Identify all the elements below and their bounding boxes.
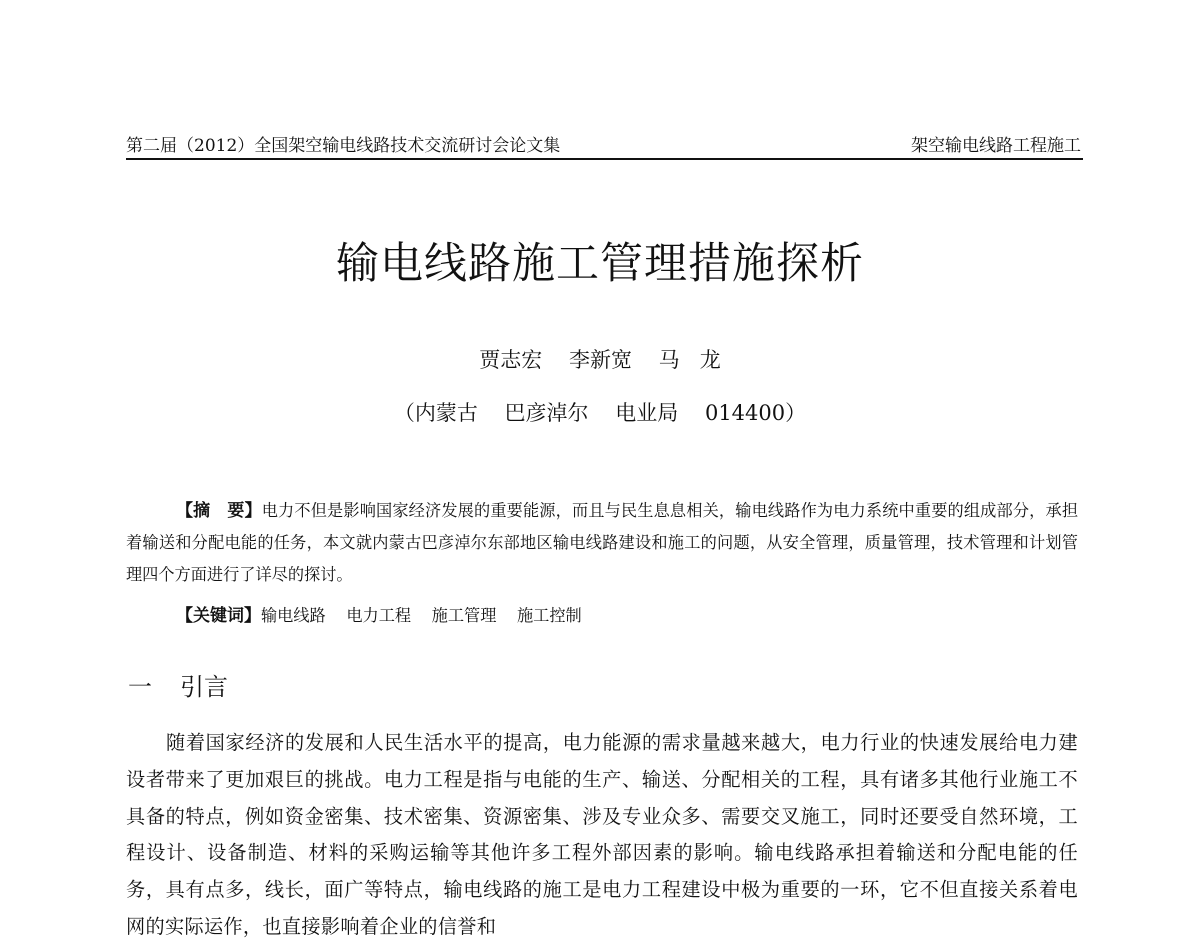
keywords bbox=[176, 600, 1076, 632]
section-number: 一 bbox=[128, 673, 152, 701]
body-paragraph: 随着国家经济的发展和人民生活水平的提高，电力能源的需求量越来越大，电力行业的快速发展给电力建设者带来了更加艰巨的挑战。电力工程是指与电能的生产、输送、分配相关的工程，具有诸多其他行业施工不具备的特点，例如资金密集、技术密集、资源密集、涉及专业众多、需要交叉施工，同时还要受自然环境，工程设计、设备制造、材料的采购运输等其他许多工程外部因素的影响。输电线路承担着输送和分配电能的任务，具有点多，线长，面广等特点，输电线路的施工是电力工程建设中极为重要的一环，它不但直接关系着电网的实际运作，也直接影响着企业的信誉和 bbox=[126, 731, 1078, 938]
author-affiliation: （内蒙古 巴彦淖尔 电业局 014400） bbox=[393, 401, 807, 425]
paper-title: 输电线路施工管理措施探析 bbox=[336, 239, 864, 289]
keywords-text: 输电线路 电力工程 施工管理 施工控制 bbox=[261, 606, 582, 625]
header-proceedings-title: 第二届（2012）全国架空输电线路技术交流研讨会论文集 bbox=[126, 136, 561, 156]
header-section-title: 架空输电线路工程施工 bbox=[911, 136, 1081, 156]
abstract bbox=[126, 495, 1078, 591]
abstract-text: 电力不但是影响国家经济发展的重要能源，而且与民生息息相关，输电线路作为电力系统中重要的组成部分，承担着输送和分配电能的任务，本文就内蒙古巴彦淖尔东部地区输电线路建设和施工的问题，从安全管理，质量管理，技术管理和计划管理四个方面进行了详尽的探讨。 bbox=[126, 501, 1079, 584]
section-heading bbox=[128, 670, 228, 704]
keywords-label: 【关键词】 bbox=[176, 606, 261, 626]
section-title: 引言 bbox=[180, 673, 228, 701]
abstract-label: 【摘 要】 bbox=[176, 501, 262, 521]
author-list: 贾志宏 李新宽 马 龙 bbox=[479, 348, 721, 372]
header-rule bbox=[126, 158, 1083, 160]
running-header bbox=[126, 131, 1081, 157]
